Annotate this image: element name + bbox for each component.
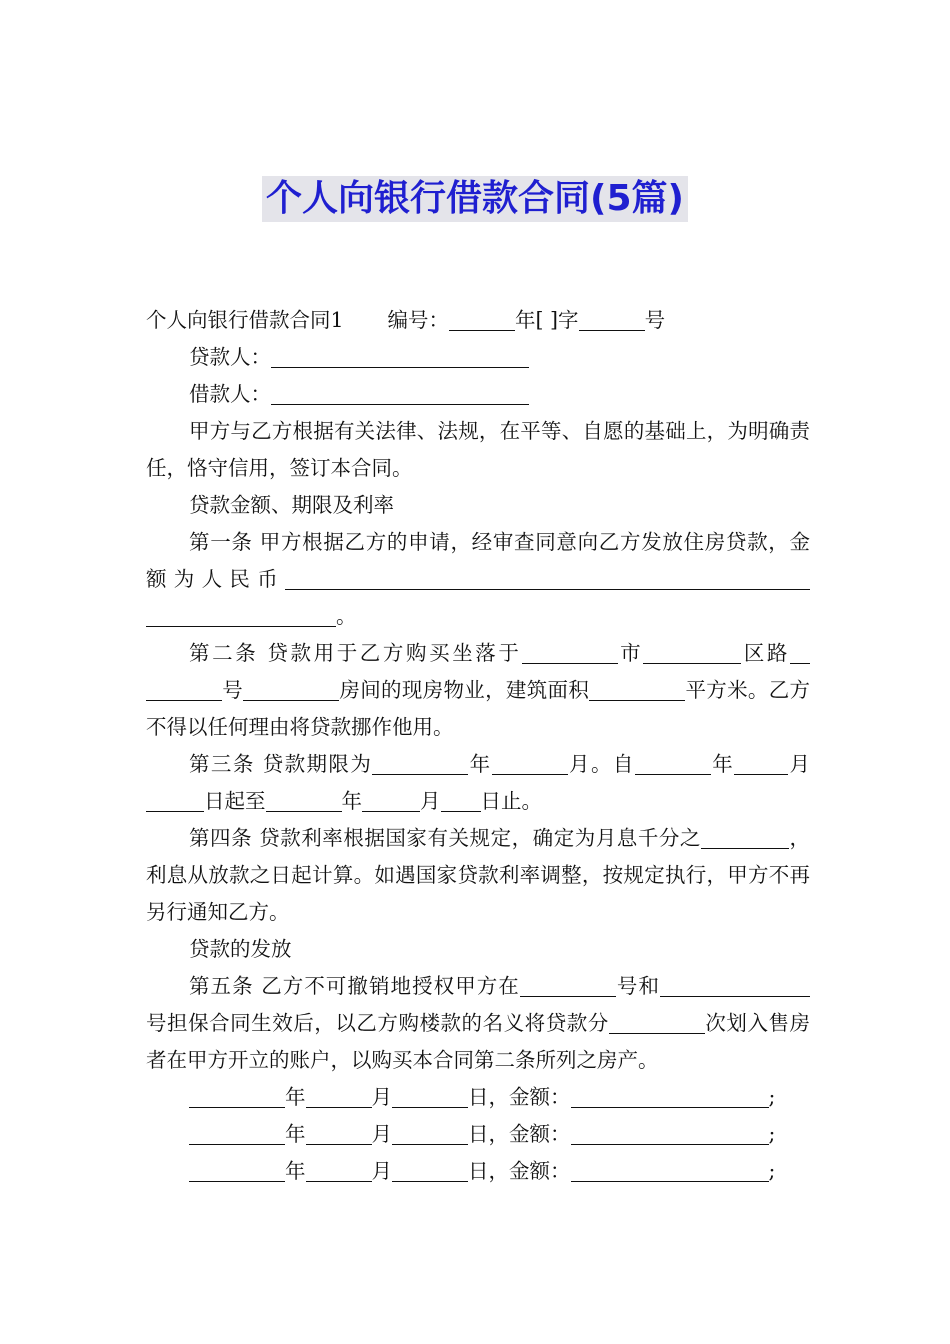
schedule-day-amount: 日，金额： [468,1159,571,1183]
amount-blank [146,604,336,627]
blank-field [759,826,789,849]
schedule-end: ; [768,1085,776,1109]
article-3 [146,746,810,820]
article-4-text: 第四条 贷款利率根据国家有关规定，确定为月息千分之 [189,826,701,850]
schedule-end: ; [768,1159,776,1183]
article-2-district: 区路 [741,641,791,665]
article-2 [146,635,810,746]
article-1-end: 。 [336,604,357,628]
number-suffix: 号 [644,308,666,332]
blank-field [189,1122,285,1145]
blank-field [522,641,618,664]
amount-blank [571,1159,769,1182]
blank-field [362,789,420,812]
article-5 [146,968,810,1079]
document-title: 个人向银行借款合同(5篇) [262,176,688,222]
blank-field [734,752,774,775]
article-4-text-b: ，利息从放款之日起计算。如遇国家贷款利率调整，按规定执行，甲方不再另行通知乙方。 [146,826,811,924]
schedule-month: 月 [371,1159,392,1183]
blank-field [492,752,568,775]
article-3-end: 日止。 [480,789,542,813]
article-3-year3: 年 [341,789,362,813]
blank-field [306,1122,372,1145]
blank-field [392,1085,468,1108]
article-3-year2: 年 [710,752,735,776]
blank-field [266,789,342,812]
intro-paragraph: 甲方与乙方根据有关法律、法规，在平等、自愿的基础上，为明确责任，恪守信用，签订本合同。 [146,419,810,480]
article-3-text: 第三条 贷款期限为 [189,752,373,776]
article-3-month3: 月 [420,789,441,813]
article-2-city: 市 [617,641,644,665]
section-heading-amount: 贷款金额、期限及利率 [189,493,394,517]
schedule-year: 年 [285,1085,306,1109]
blank-field [392,1122,468,1145]
blank-field [392,1159,468,1182]
section-heading-disbursement: 贷款的发放 [189,937,292,961]
blank-field [660,974,780,997]
blank-field [790,641,810,664]
schedule-year: 年 [285,1122,306,1146]
blank-field [441,789,481,812]
amount-blank [571,1085,769,1108]
schedule-month: 月 [371,1122,392,1146]
article-2-no: 号 [222,678,244,702]
blank-field [189,1159,285,1182]
article-3-month-from: 月。自 [567,752,635,776]
blank-field [146,789,204,812]
lender-line [146,339,810,376]
article-5-and: 号和 [615,974,661,998]
blank-field [243,678,339,701]
lender-label: 贷款人： [189,345,271,369]
blank-field [306,1159,372,1182]
article-2-text: 第二条 贷款用于乙方购买坐落于 [189,641,522,665]
article-1-text: 第一条 甲方根据乙方的申请，经审查同意向乙方发放住房贷款，金额为人民币 [146,530,810,591]
blank-field [589,678,685,701]
borrower-line [146,376,810,413]
blank-field [780,974,810,997]
schedule-month: 月 [371,1085,392,1109]
blank-field [701,826,759,849]
blank-field [146,678,222,701]
article-4 [146,820,810,931]
article-2-sqm: 平方米。乙方不得以任何理由将贷款挪作他用。 [146,678,811,739]
borrower-label: 借款人： [189,382,271,406]
article-3-day-to: 日起至 [204,789,266,813]
blank-field [520,974,616,997]
contract-heading-line [146,302,810,339]
blank-field [635,752,711,775]
blank-field [306,1085,372,1108]
blank-field [643,641,741,664]
schedule-end: ; [768,1122,776,1146]
year-bracket-text: 年[ ]字 [515,308,579,332]
title-container [0,176,950,222]
schedule-row [146,1079,810,1116]
article-5-text-c: 次划入售房者在甲方开立的账户，以购买本合同第二条所列之房产。 [146,1011,811,1072]
blank-field [774,752,788,775]
article-3-year: 年 [468,752,492,776]
article-5-text-b: 号担保合同生效后，以乙方购楼款的名义将贷款分 [146,1011,609,1035]
blank-field [372,752,468,775]
schedule-row [146,1116,810,1153]
article-5-text: 第五条 乙方不可撤销地授权甲方在 [189,974,520,998]
blank-field [189,1085,285,1108]
article-2-room: 房间的现房物业，建筑面积 [339,678,590,702]
amount-blank [571,1122,769,1145]
article-3-month2: 月 [788,752,811,776]
article-1 [146,524,810,635]
blank-field [609,1011,705,1034]
schedule-day-amount: 日，金额： [468,1085,571,1109]
borrower-blank [271,382,529,405]
blank-field [579,308,645,331]
lender-blank [271,345,529,368]
amount-blank [285,567,810,590]
schedule-day-amount: 日，金额： [468,1122,571,1146]
schedule-row [146,1153,810,1190]
number-label: 编号： [387,308,450,332]
contract-heading: 个人向银行借款合同1 [146,308,344,332]
blank-field [449,308,515,331]
schedule-year: 年 [285,1159,306,1183]
document-body [146,302,810,1190]
